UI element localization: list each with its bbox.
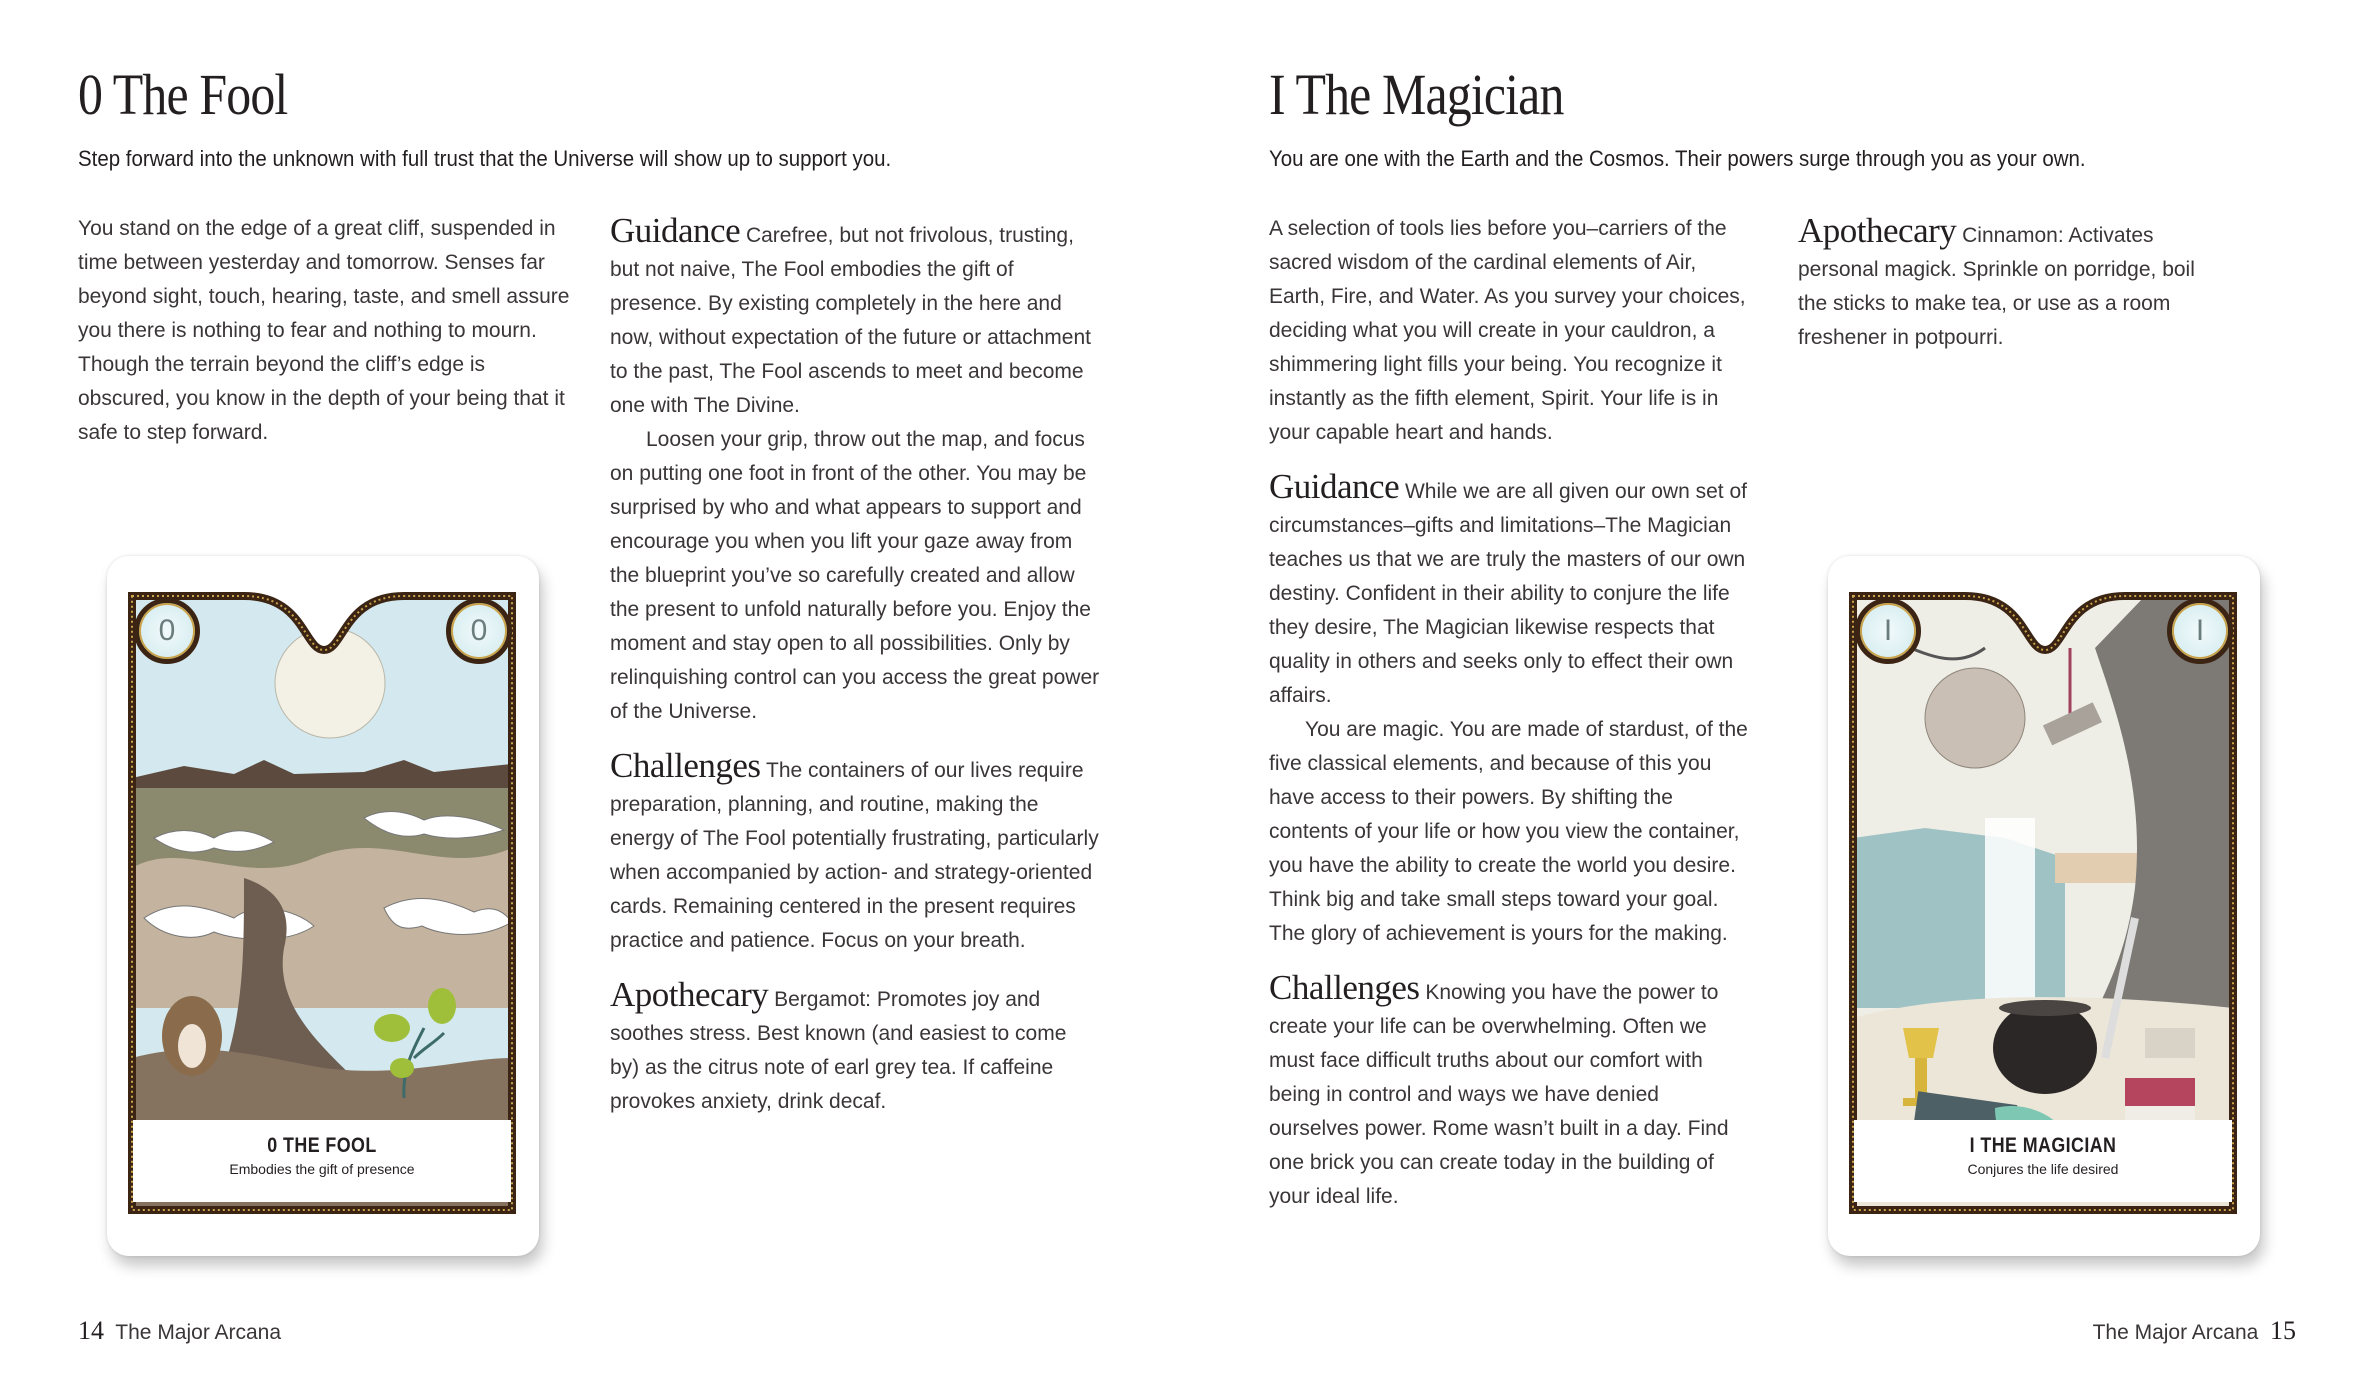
challenges-section (610, 746, 1100, 958)
tarot-card-fool (107, 556, 539, 1256)
guidance-text-continued: You are magic. You are made of stardust, of the five classical elements, and because of this you have access to their powers. By shifting the contents of your life or how you view the container, you have the ability to create the world you desire. Think big and take small steps toward your goal. The glory of achievement is yours for the making. (1269, 718, 1748, 945)
challenges-heading: Challenges (1269, 968, 1420, 1007)
guidance-section (610, 211, 1100, 729)
numeral-badge-left: I (1855, 598, 1921, 664)
tarot-card-magician (1828, 556, 2260, 1256)
page-footer (78, 1316, 281, 1346)
guidance-section (1269, 467, 1749, 951)
card-name: I THE MAGICIAN (1969, 1134, 2117, 1157)
running-head: The Major Arcana (115, 1321, 282, 1344)
apothecary-text: Bergamot: Promotes joy and soothes stress. Best known (and easiest to come by) as the citrus note of earl grey tea. If caffeine provokes anxiety, drink decaf. (610, 988, 1067, 1113)
card-caption (1854, 1120, 2232, 1202)
challenges-text: The containers of our lives require preparation, planning, and routine, making the energy of The Fool potentially frustrating, particularly when accompanied by action- and strategy-oriented cards. Remaining centered in the present requires practice and patience. Focus on your breath. (610, 759, 1099, 952)
intro-text: You stand on the edge of a great cliff, suspended in time between yesterday and tomorrow. Senses far beyond sight, touch, hearing, taste, and smell assure you there is nothing to fear and nothing to mourn. Though the terrain beyond the cliff’s edge is obscured, you know in the depth of your being that it safe to step forward. (78, 217, 570, 444)
page-footer (2093, 1316, 2296, 1346)
apothecary-text: Cinnamon: Activates personal magick. Sprinkle on porridge, boil the sticks to make tea, or use as a room freshener in potpourri. (1798, 224, 2195, 349)
challenges-text: Knowing you have the power to create your life can be overwhelming. Often we must face difficult truths about our comfort with being in control and ways we have denied ourselves power. Rome wasn’t built in a day. Find one brick you can create today in the building of your ideal life. (1269, 981, 1729, 1208)
card-name: 0 THE FOOL (267, 1134, 377, 1157)
card-meaning-column (1269, 212, 1749, 1234)
intro-section (1269, 212, 1749, 450)
challenges-heading: Challenges (610, 746, 761, 785)
intro-paragraph (78, 212, 578, 450)
challenges-section (1269, 968, 1749, 1214)
card-tagline: Step forward into the unknown with full trust that the Universe will show up to support you. (78, 146, 892, 171)
apothecary-heading: Apothecary (610, 975, 769, 1014)
guidance-text: Carefree, but not frivolous, trusting, but not naive, The Fool embodies the gift of presence. By existing completely in the here and now, without expectation of the future or attachment to the past, The Fool ascends to meet and become one with The Divine. (610, 224, 1091, 417)
guidance-heading: Guidance (610, 211, 741, 250)
running-head: The Major Arcana (2092, 1321, 2259, 1344)
right-page (1181, 0, 2362, 1400)
guidance-heading: Guidance (1269, 467, 1400, 506)
guidance-text-continued: Loosen your grip, throw out the map, and focus on putting one foot in front of the other. You may be surprised by who and what appears to support and encourage you when you lift your gaze away from the blueprint you’ve so carefully created and allow the present to unfold naturally before you. Enjoy the moment and stay open to all possibilities. Only by relinquishing control can you access the great power of the Universe. (610, 428, 1100, 723)
card-title: 0 The Fool (78, 62, 288, 127)
apothecary-section (1798, 211, 2208, 355)
guidance-text: While we are all given our own set of circumstances–gifts and limitations–The Magician teaches us that we are truly the masters of our own destiny. Confident in their ability to conjure the life they desire, The Magician likewise respects that quality in others and seeks only to effect their own affairs. (1269, 480, 1747, 707)
page-number: 15 (2270, 1316, 2296, 1345)
card-caption (133, 1120, 511, 1202)
numeral-badge-right: I (2167, 598, 2233, 664)
card-tagline: You are one with the Earth and the Cosmos. Their powers surge through you as your own. (1269, 146, 2086, 171)
card-title: I The Magician (1269, 62, 1564, 127)
numeral-badge-right: 0 (446, 598, 512, 664)
card-meaning-column (610, 211, 1100, 1139)
numeral-badge-left: 0 (134, 598, 200, 664)
intro-text: A selection of tools lies before you–carriers of the sacred wisdom of the cardinal elements of Air, Earth, Fire, and Water. As you survey your choices, deciding what you will create in your cauldron, a shimmering light fills your being. You recognize it instantly as the fifth element, Spirit. Your life is in your capable heart and hands. (1269, 217, 1746, 444)
card-subtitle: Conjures the life desired (1967, 1161, 2119, 1177)
page-number: 14 (78, 1316, 104, 1345)
apothecary-section (610, 975, 1100, 1119)
card-subtitle: Embodies the gift of presence (229, 1161, 415, 1177)
apothecary-heading: Apothecary (1798, 211, 1957, 250)
